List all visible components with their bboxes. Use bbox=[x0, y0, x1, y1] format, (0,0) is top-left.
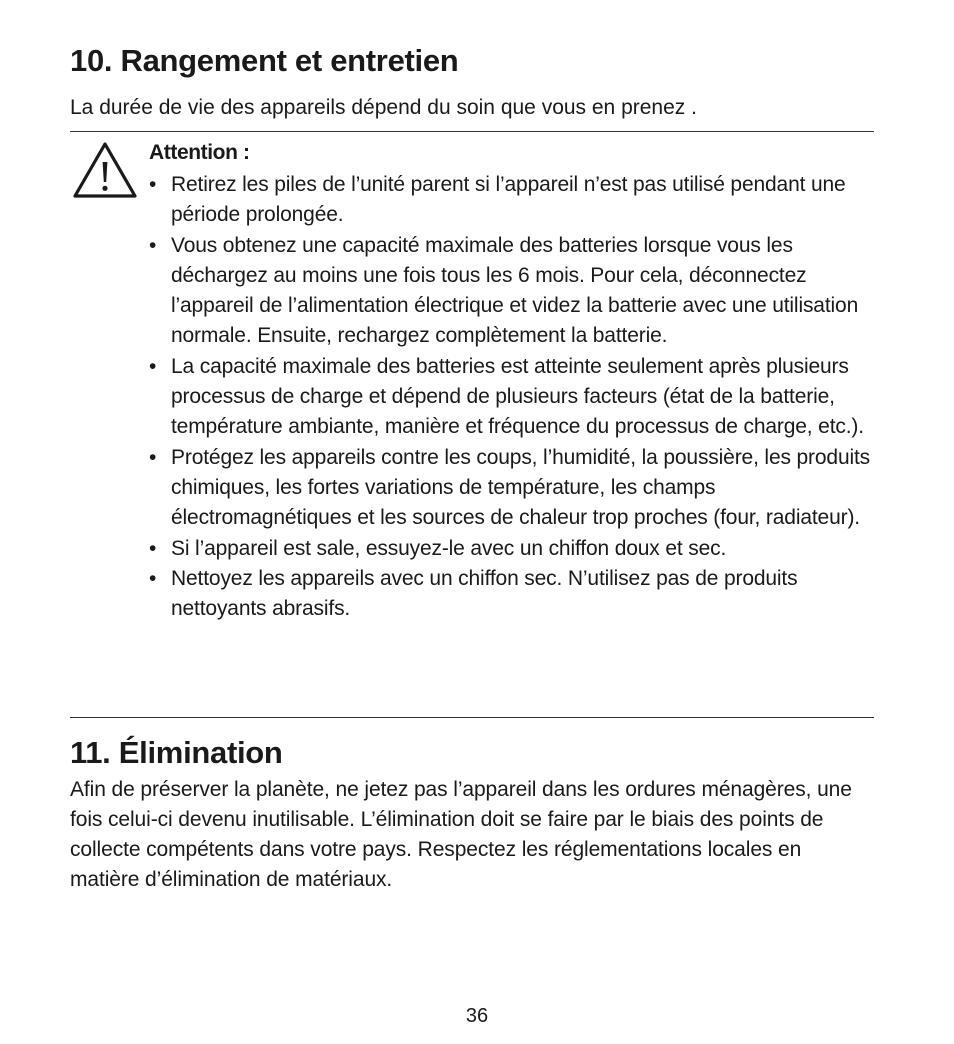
list-item: • Nettoyez les appareils avec un chiffon sec. N’utilisez pas de produits nettoyants abrasifs. bbox=[149, 564, 877, 625]
warning-triangle-icon bbox=[72, 141, 138, 199]
list-item: • Si l’appareil est sale, essuyez-le avec un chiffon doux et sec. bbox=[149, 534, 877, 564]
divider-top bbox=[70, 131, 874, 132]
attention-label: Attention : bbox=[149, 141, 250, 164]
list-item: • Vous obtenez une capacité maximale des batteries lorsque vous les déchargez au moins une fois tous les 6 mois. Pour cela, déconnectez l’appareil de l’alimentation électrique et videz la batterie avec une utilisation normale. Ensuite, rechargez complètement la batterie. bbox=[149, 231, 877, 352]
list-item: • La capacité maximale des batteries est atteinte seulement après plusieurs processus de charge et dépend de plusieurs facteurs (état de la batterie, température ambiante, manière et fréquence du processus de charge, etc.). bbox=[149, 352, 877, 443]
maintenance-bullet-list bbox=[149, 170, 877, 624]
list-item: • Protégez les appareils contre les coups, l’humidité, la poussière, les produits chimiques, les fortes variations de température, les champs électromagnétiques et les sources de chaleur trop proches (four, radiateur). bbox=[149, 443, 877, 534]
section-10-intro: La durée de vie des appareils dépend du soin que vous en prenez . bbox=[70, 96, 697, 119]
section-10-heading: 10. Rangement et entretien bbox=[70, 43, 459, 78]
page-number: 36 bbox=[465, 1005, 489, 1027]
section-11-body: Afin de préserver la planète, ne jetez pas l’appareil dans les ordures ménagères, une fois celui-ci devenu inutilisable. L’élimination doit se faire par le biais des points de collecte compétents dans votre pays. Respectez les réglementations locales en matière d’élimination de matériaux. bbox=[70, 778, 852, 891]
divider-bottom bbox=[70, 717, 874, 718]
section-11-heading: 11. Élimination bbox=[70, 735, 283, 770]
list-item: • Retirez les piles de l’unité parent si l’appareil n’est pas utilisé pendant une période prolongée. bbox=[149, 170, 877, 231]
